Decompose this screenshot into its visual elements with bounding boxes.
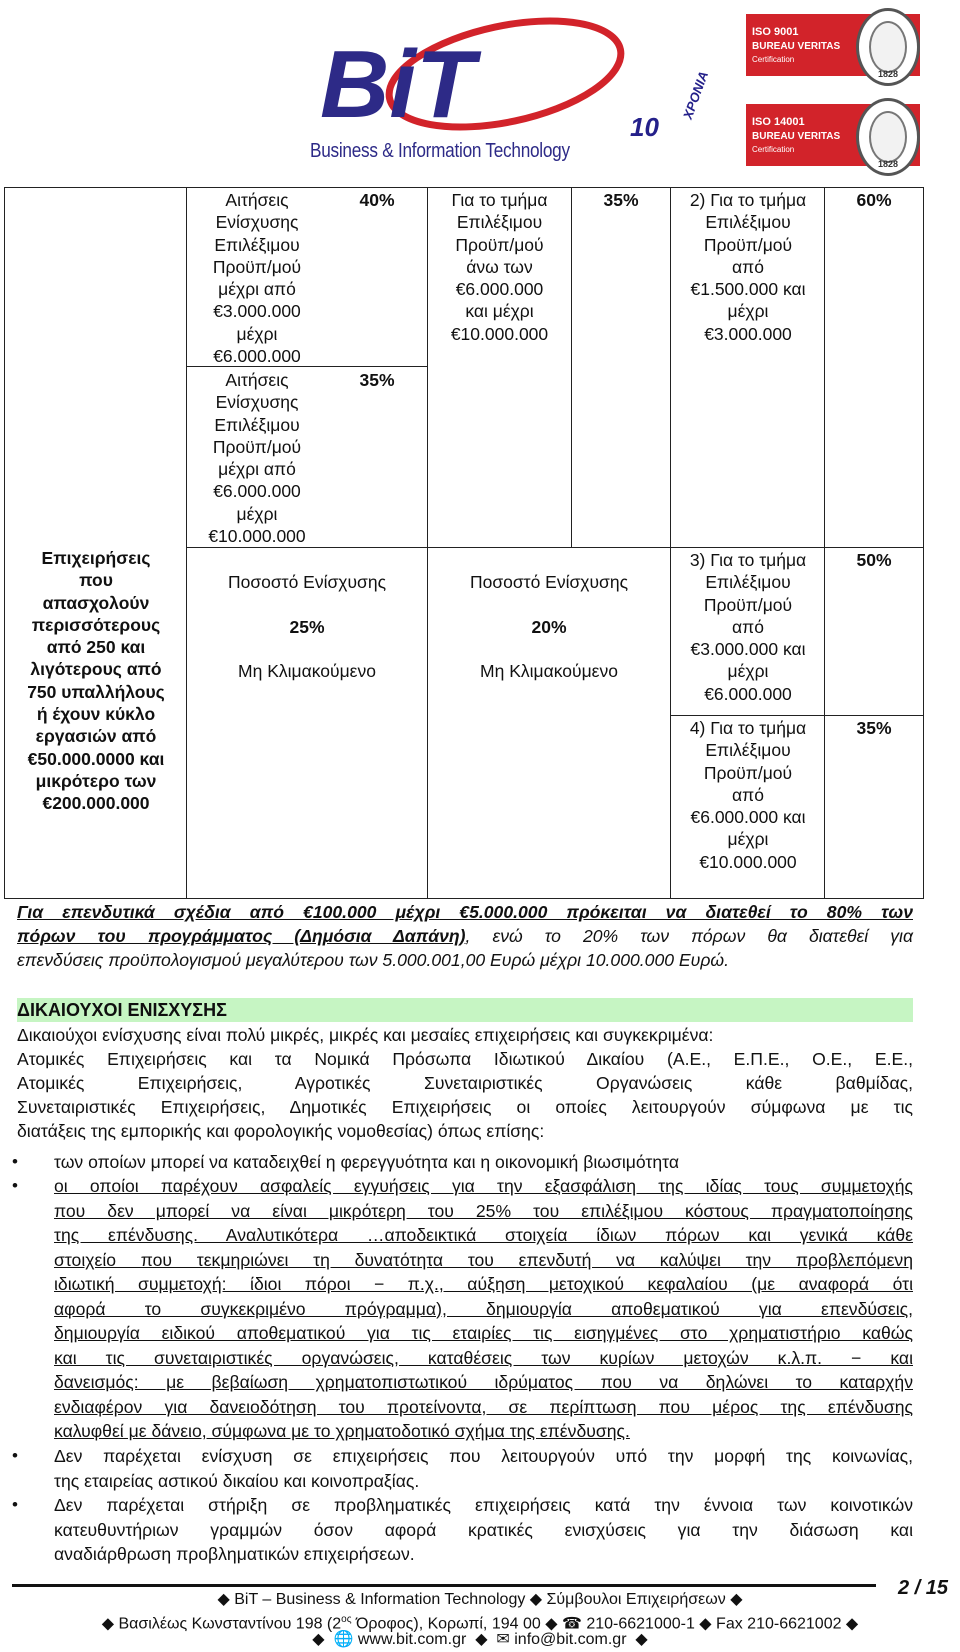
flat-rate-value: 20% (531, 616, 567, 637)
budget-range-3m-6m: Αιτήσεις Ενίσχυσης Επιλέξιμου Προϋπ/μού μέχρι από €3.000.000 μέχρι €6.000.000 (212, 190, 302, 367)
bullet-item-partnerships: Δεν παρέχεται ενίσχυση σε επιχειρήσεις που λειτουργούν υπό την μορφή της κοινωνίας, της εταιρείας αστικού δικαίου και κοινοπραξίας. (54, 1446, 913, 1491)
rate-35: 35% (359, 370, 395, 390)
note-line-3: επενδύσεις προϋπολογισμού μεγαλύτερου των 5.000.001,00 Ευρώ μέχρι 10.000.000 Ευρώ. (17, 950, 729, 970)
iso-9001-badge (746, 14, 928, 82)
beneficiaries-intro (17, 1023, 913, 1143)
rate-60: 60% (856, 190, 892, 210)
intro-line-5: διατάξεις της εμπορικής και φορολογικής νομοθεσίας) όπως επίσης: (17, 1121, 545, 1141)
footer-company-line: ◆ BiT – Business & Information Technology ◆ Σύμβουλοι Επιχειρήσεων ◆ (217, 1591, 743, 1608)
investment-allocation-note (17, 900, 913, 972)
bullet-item-problematic-firms: Δεν παρέχεται στήριξη σε προβληματικές επιχειρήσεις κατά την έννοια των κοινοτικών κατευθυντήριων γραμμών όσον αφορά κρατικές ενισχύσεις για την διάσωση και αναδιάρθρωση προβληματικών επιχειρήσεων. (54, 1495, 913, 1564)
cert-standard: ISO 9001 (752, 26, 799, 38)
flat-rate-block-20 (430, 549, 668, 683)
section-title-beneficiaries: ΔΙΚΑΙΟΥΧΟΙ ΕΝΙΣΧΥΣΗΣ (17, 998, 913, 1022)
flat-rate-label: Ποσοστό Ενίσχυσης (227, 572, 387, 593)
segment-3: 3) Για το τμήμα Επιλέξιμου Προϋπ/μού από €3.000.000 και μέχρι €6.000.000 (689, 550, 807, 704)
cert-body: BUREAU VERITAS (752, 131, 841, 142)
company-tagline: Business & Information Technology (310, 140, 570, 162)
subsidy-rates-table (0, 187, 960, 899)
rate-40: 40% (359, 190, 395, 210)
cert-standard: ISO 14001 (752, 116, 805, 128)
note-line-1: Για επενδυτικά σχέδια από €100.000 μέχρι €5.000.000 πρόκειται να διατεθεί το 80% των (17, 902, 913, 922)
flat-rate-block-25 (190, 549, 424, 683)
rate-50: 50% (856, 550, 892, 570)
flat-rate-note: Μη Κλιμακούμενο (238, 661, 376, 682)
page-number: 2 / 15 (898, 1577, 949, 1599)
mail-icon: ✉ (496, 1631, 510, 1648)
globe-icon: 🌐 (333, 1631, 354, 1648)
intro-line-1: Δικαιούχοι ενίσχυσης είναι πολύ μικρές, μικρές και μεσαίες επιχειρήσεις και συγκεκριμένα: (17, 1025, 714, 1045)
segment-2: 2) Για το τμήμα Επιλέξιμου Προϋπ/μού από €1.500.000 και μέχρι €3.000.000 (689, 190, 807, 344)
bullet-icon: • (12, 1495, 18, 1514)
bullet-item-solvency: των οποίων μπορεί να καταδειχθεί η φερεγγυότητα και η οικονομική βιωσιμότητα (54, 1152, 680, 1172)
footer-address-line: ◆ Βασιλέως Κωνσταντίνου 198 ($2^{o\varsigma}$ Όροφος), Κορωπί, 194 00 ◆ ☎ 210-6621000-1 ◆ Fax 210-6621002 ◆ (101, 1614, 859, 1633)
anniversary-word: ΧΡΟΝΙΑ (680, 69, 712, 122)
cert-body: BUREAU VERITAS (752, 41, 841, 52)
website-link[interactable]: www.bit.com.gr (357, 1631, 467, 1648)
rate-35-segment: 35% (603, 190, 639, 210)
certification-seal-icon: 1828 (856, 98, 920, 176)
footer-divider (12, 1584, 876, 1587)
bullet-icon: • (12, 1152, 18, 1171)
company-logo (300, 12, 730, 172)
flat-rate-value: 25% (289, 616, 325, 637)
intro-line-3: Ατομικές Επιχειρήσεις, Αγροτικές Συνεταιριστικές Οργανώσεις κάθε βαθμίδας, (17, 1073, 913, 1093)
budget-range-6m-10m: Αιτήσεις Ενίσχυσης Επιλέξιμου Προϋπ/μού μέχρι από €6.000.000 μέχρι €10.000.000 (208, 370, 306, 547)
note-line-2: πόρων του προγράμματος (Δημόσια Δαπάνη), ενώ το 20% των πόρων θα διατεθεί για (17, 926, 913, 946)
segment-4: 4) Για το τμήμα Επιλέξιμου Προϋπ/μού από €6.000.000 και μέχρι €10.000.000 (689, 718, 807, 872)
footer-contact-line: ◆ 🌐 www.bit.com.gr ◆ ✉ info@bit.com.gr ◆ (312, 1631, 648, 1648)
intro-line-2: Ατομικές Επιχειρήσεις και τα Νομικά Πρόσωπα Ιδιωτικού Δικαίου (Α.Ε., Ε.Π.Ε., Ο.Ε., Ε.Ε., (17, 1049, 913, 1069)
flat-rate-label: Ποσοστό Ενίσχυσης (469, 572, 629, 593)
cert-label: Certification (752, 55, 795, 64)
email-link[interactable]: info@bit.com.gr (514, 1631, 627, 1648)
cert-label: Certification (752, 145, 795, 154)
iso-14001-badge (746, 104, 928, 172)
bullet-icon: • (12, 1446, 18, 1465)
company-size-category: Επιχειρήσεις που απασχολούν περισσότερους από 250 και λιγότερους από 750 υπαλλήλους ή έχουν κύκλο εργασιών από €50.000.0000 και μικρότερο των €200.000.000 (27, 548, 165, 814)
intro-line-4: Συνεταιριστικές Επιχειρήσεις, Δημοτικές Επιχειρήσεις οι οποίες λειτουργούν σύμφωνα με τις (17, 1097, 913, 1117)
flat-rate-note: Μη Κλιμακούμενο (480, 661, 618, 682)
logo-text: BiT (320, 31, 475, 138)
rate-35-final: 35% (856, 718, 892, 738)
anniversary-number: 10 (630, 112, 659, 142)
bullet-icon: • (12, 1176, 18, 1195)
budget-segment-6m-10m: Για το τμήμα Επιλέξιμου Προϋπ/μού άνω των €6.000.000 και μέχρι €10.000.000 (450, 190, 549, 344)
certification-seal-icon: 1828 (856, 8, 920, 86)
bullet-item-guarantees: οι οποίοι παρέχουν ασφαλείς εγγυήσεις για την εξασφάλιση της ιδίας τους συμμετοχής που δεν μπορεί να είναι μικρότερη του 25% του επιλέξιμου κόστους πραγματοποίησης της επένδυσης. Αναλυτικότερα …αποδεικτικά στοιχεία ίδιων πόρων και γενικά κάθε στοιχείο που τεκμηριώνει τη δυνατότητα του επενδυτή να καλύψει την προβλεπόμενη ιδιωτική συμμετοχή: ίδιοι πόροι − π.χ., αύξηση μετοχικού κεφαλαίου (με αναφορά ότι αφορά το συγκεκριμένο πρόγραμμα), δημιουργία αποθεματικού για επενδύσεις, δημιουργία ειδικού αποθεματικού για τις εταιρίες τις εισηγμένες στο χρηματιστήριο καθώς και τις συνεταιριστικές οργανώσεις, καταθέσεις των κυρίων μετοχών κ.λ.π. − και δανεισμός: με βεβαίωση χρηματοπιστωτικού ιδρύματος που να δηλώνει το καταρχήν ενδιαφέρον για δανειοδότηση του προτείνοντα, σε περίπτωση που μέρος της επένδυσης καλυφθεί με δάνειο, σύμφωνα με το χρηματοδοτικό σχήμα της επένδυσης. (54, 1176, 913, 1441)
